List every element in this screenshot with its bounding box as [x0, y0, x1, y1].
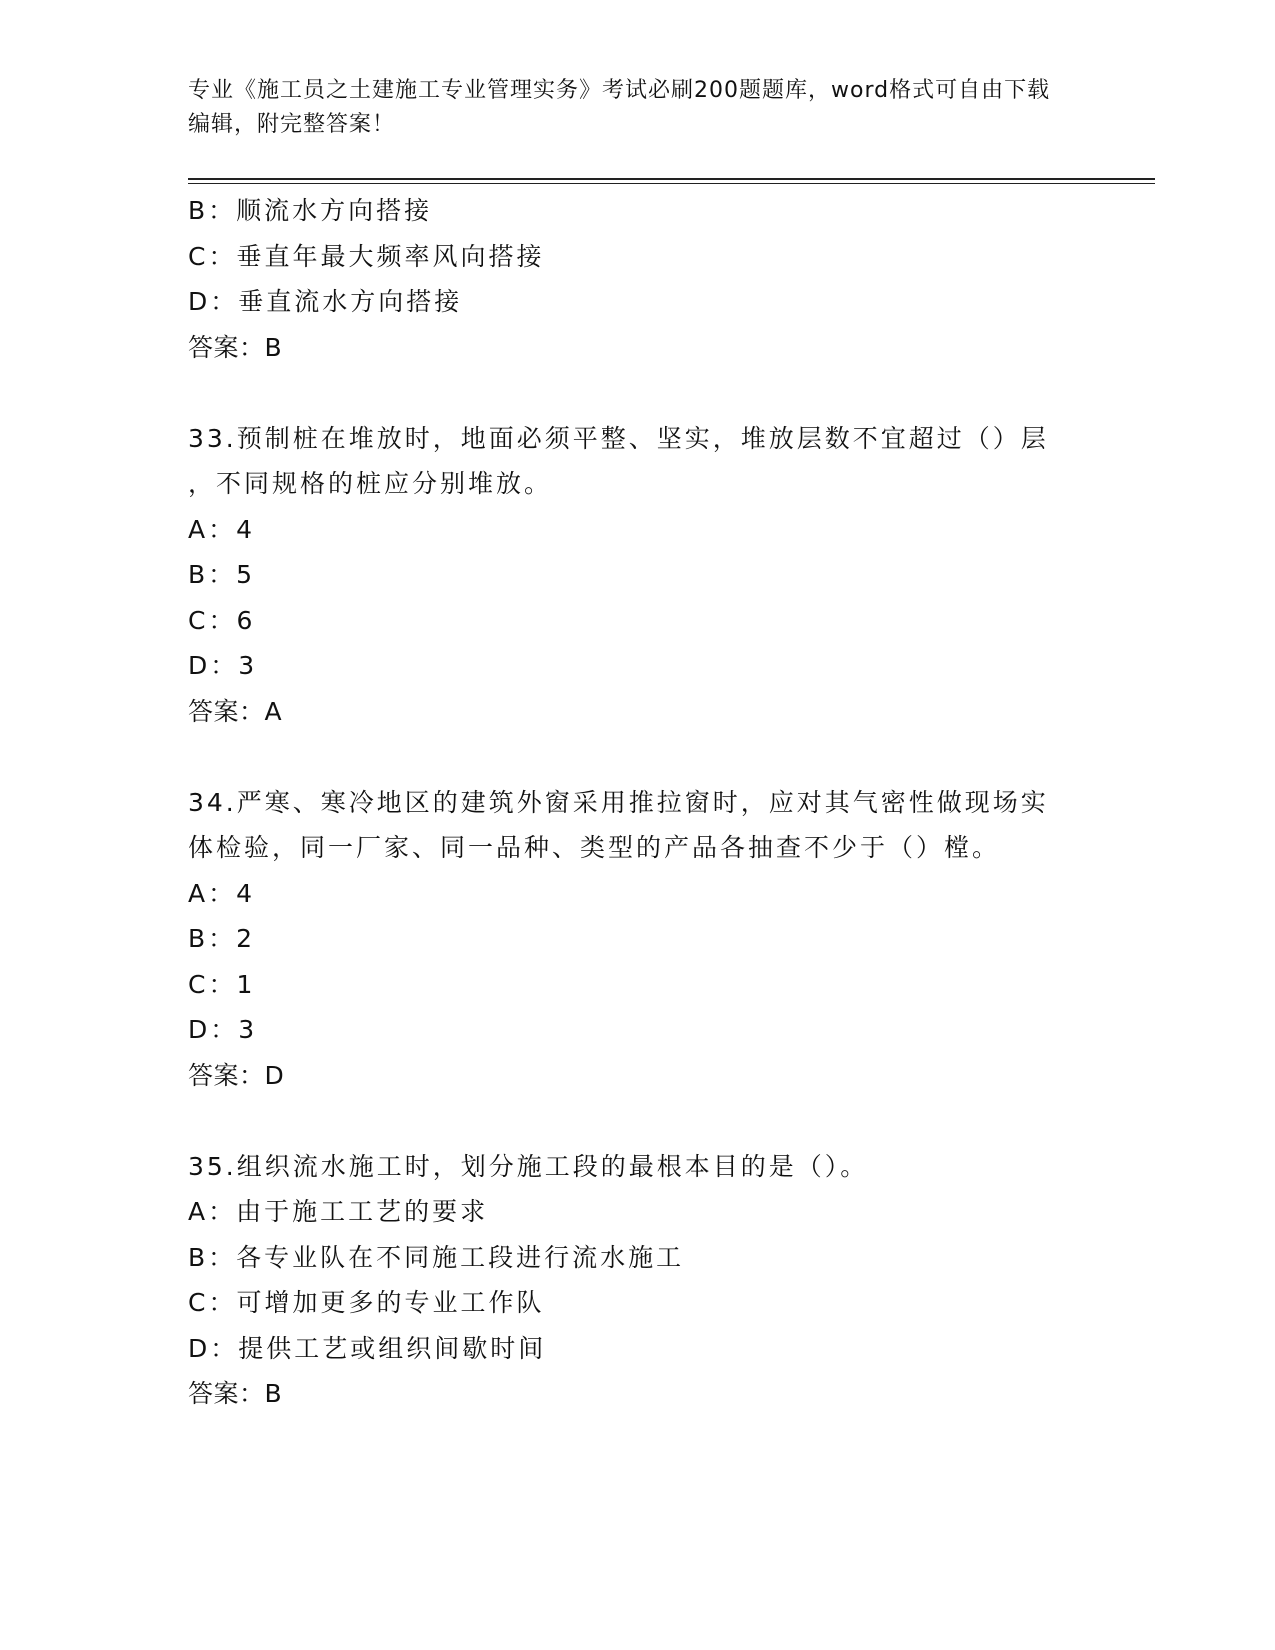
question-stem: 35.组织流水施工时，划分施工段的最根本目的是（）。 — [188, 1151, 869, 1181]
spacer — [188, 370, 1088, 416]
spacer — [188, 1098, 1088, 1144]
spacer — [188, 734, 1088, 780]
option-c: C：可增加更多的专业工作队 — [188, 1288, 545, 1317]
option-b: B：2 — [188, 924, 256, 953]
question-stem: 34.严寒、寒冷地区的建筑外窗采用推拉窗时，应对其气密性做现场实 — [188, 787, 1049, 817]
question-35 — [188, 1144, 1088, 1417]
option-a: A：4 — [188, 514, 256, 544]
answer-line: 答案：D — [188, 1060, 285, 1090]
option-d: D：3 — [188, 651, 258, 680]
prev-question-block — [188, 188, 1088, 370]
question-34 — [188, 780, 1088, 1099]
question-stem: 33.预制桩在堆放时，地面必须平整、坚实，堆放层数不宜超过（）层 — [188, 423, 1049, 453]
answer-line: 答案：A — [188, 696, 283, 726]
question-stem-continued: 体检验，同一厂家、同一品种、类型的产品各抽查不少于（）樘。 — [188, 833, 1001, 862]
option-d: D：提供工艺或组织间歇时间 — [188, 1333, 547, 1363]
document-header: 专业《施工员之土建施工专业管理实务》考试必刷200题题库，word格式可自由下载编辑，附完整答案！ — [188, 78, 1051, 137]
header-divider-thin — [188, 183, 1155, 184]
option-c: C：1 — [188, 969, 256, 999]
option-d: D：垂直流水方向搭接 — [188, 287, 463, 316]
option-c: C：垂直年最大频率风向搭接 — [188, 241, 545, 271]
option-a: A：4 — [188, 878, 256, 908]
option-c: C：6 — [188, 605, 256, 635]
question-stem-continued: ，不同规格的桩应分别堆放。 — [188, 469, 553, 498]
option-a: A：由于施工工艺的要求 — [188, 1197, 489, 1226]
question-33 — [188, 416, 1088, 735]
header-divider — [188, 178, 1155, 180]
option-b: B：各专业队在不同施工段进行流水施工 — [188, 1242, 685, 1272]
option-b: B：5 — [188, 560, 256, 589]
answer-line: 答案：B — [188, 332, 283, 362]
answer-line: 答案：B — [188, 1379, 283, 1408]
option-b: B：顺流水方向搭接 — [188, 196, 433, 225]
document-body — [188, 188, 1088, 1417]
option-d: D：3 — [188, 1015, 258, 1044]
